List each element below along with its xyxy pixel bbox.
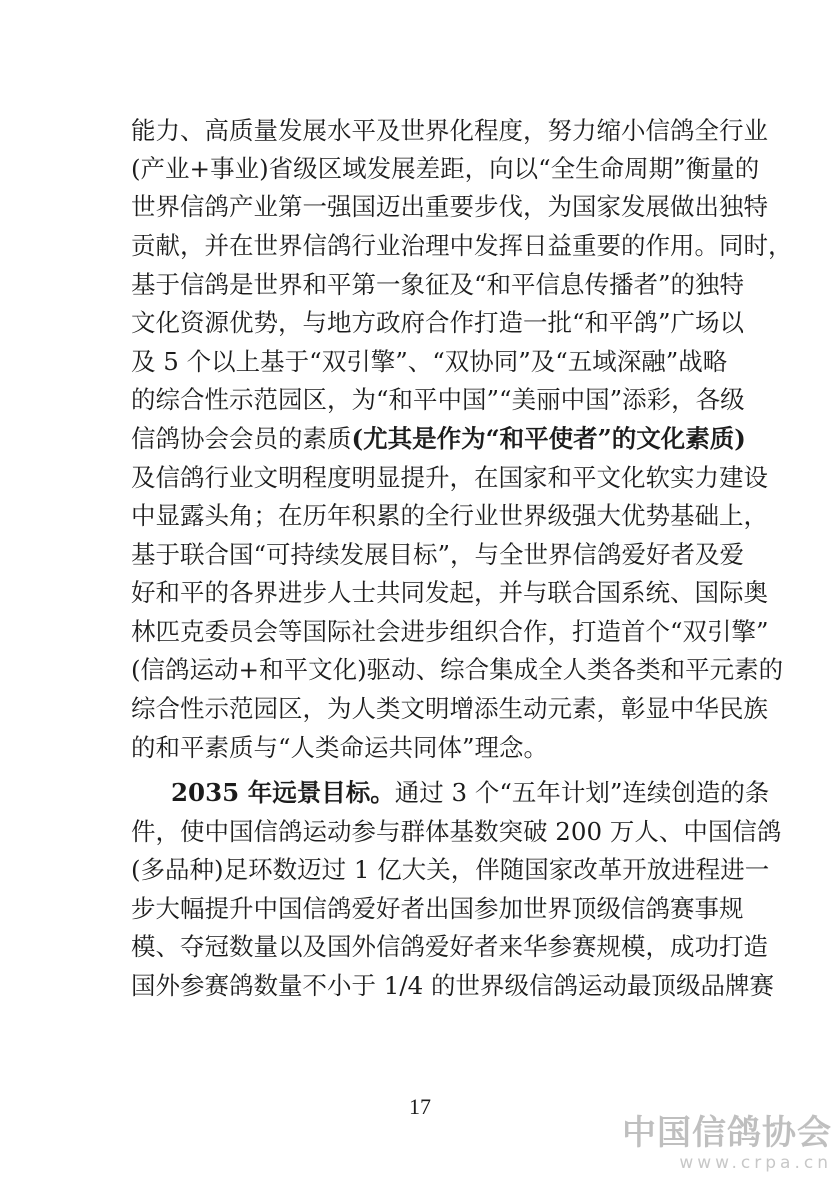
text-line: 好和平的各界进步人士共同发起，并与联合国系统、国际奥 (131, 578, 768, 607)
text-line: 模、夺冠数量以及国外信鸽爱好者来华参赛规模，成功打造 (131, 932, 768, 961)
watermark-url: www.crpa.cn (679, 1153, 832, 1173)
text-line: 文化资源优势，与地方政府合作打造一批“和平鸽”广场以 (131, 308, 745, 337)
text-line: (信鸽运动+和平文化)驱动、综合集成全人类各类和平元素的 (131, 655, 784, 684)
watermark (622, 1113, 832, 1173)
text-line: 及信鸽行业文明程度明显提升，在国家和平文化软实力建设 (131, 463, 768, 492)
text-segment: 通过 3 个“五年计划”连续创造的条 (394, 778, 770, 807)
text-line: 林匹克委员会等国际社会进步组织合作，打造首个“双引擎” (131, 617, 769, 646)
text-line: 国外参赛鸽数量不小于 1/4 的世界级信鸽运动最顶级品牌赛 (131, 971, 775, 1000)
text-line: 件，使中国信鸽运动参与群体基数突破 200 万人、中国信鸽 (131, 817, 782, 846)
text-line: 的综合性示范园区，为“和平中国”“美丽中国”添彩，各级 (131, 385, 745, 414)
text-line: 世界信鸽产业第一强国迈出重要步伐，为国家发展做出独特 (131, 192, 768, 221)
text-line: 及 5 个以上基于“双引擎”、“双协同”及“五域深融”战略 (131, 347, 728, 376)
text-line (131, 424, 746, 453)
text-line: (产业+事业)省级区域发展差距，向以“全生命周期”衡量的 (131, 154, 760, 183)
text-line: 步大幅提升中国信鸽爱好者出国参加世界顶级信鸽赛事规 (131, 894, 744, 923)
section-heading: 2035 年远景目标。 (171, 778, 395, 807)
text-segment: 信鸽协会会员的素质 (131, 424, 352, 453)
text-line: 综合性示范园区，为人类文明增添生动元素，彰显中华民族 (131, 694, 768, 723)
text-line: (多品种)足环数迈过 1 亿大关，伴随国家改革开放进程进一 (131, 855, 770, 884)
text-line: 中显露头角；在历年积累的全行业世界级强大优势基础上， (131, 501, 768, 530)
emphasis-text: (尤其是作为“和平使者”的文化素质) (351, 424, 746, 453)
page-number: 17 (409, 1094, 431, 1119)
text-line (171, 778, 770, 807)
watermark-name: 中国信鸽协会 (622, 1113, 832, 1153)
text-line: 的和平素质与“人类命运共同体”理念。 (131, 733, 549, 762)
text-line: 基于信鸽是世界和平第一象征及“和平信息传播者”的独特 (131, 270, 745, 299)
text-line: 能力、高质量发展水平及世界化程度，努力缩小信鸽全行业 (131, 116, 768, 145)
text-line: 贡献，并在世界信鸽行业治理中发挥日益重要的作用。同时， (131, 231, 793, 260)
text-line: 基于联合国“可持续发展目标”，与全世界信鸽爱好者及爱 (131, 540, 745, 569)
